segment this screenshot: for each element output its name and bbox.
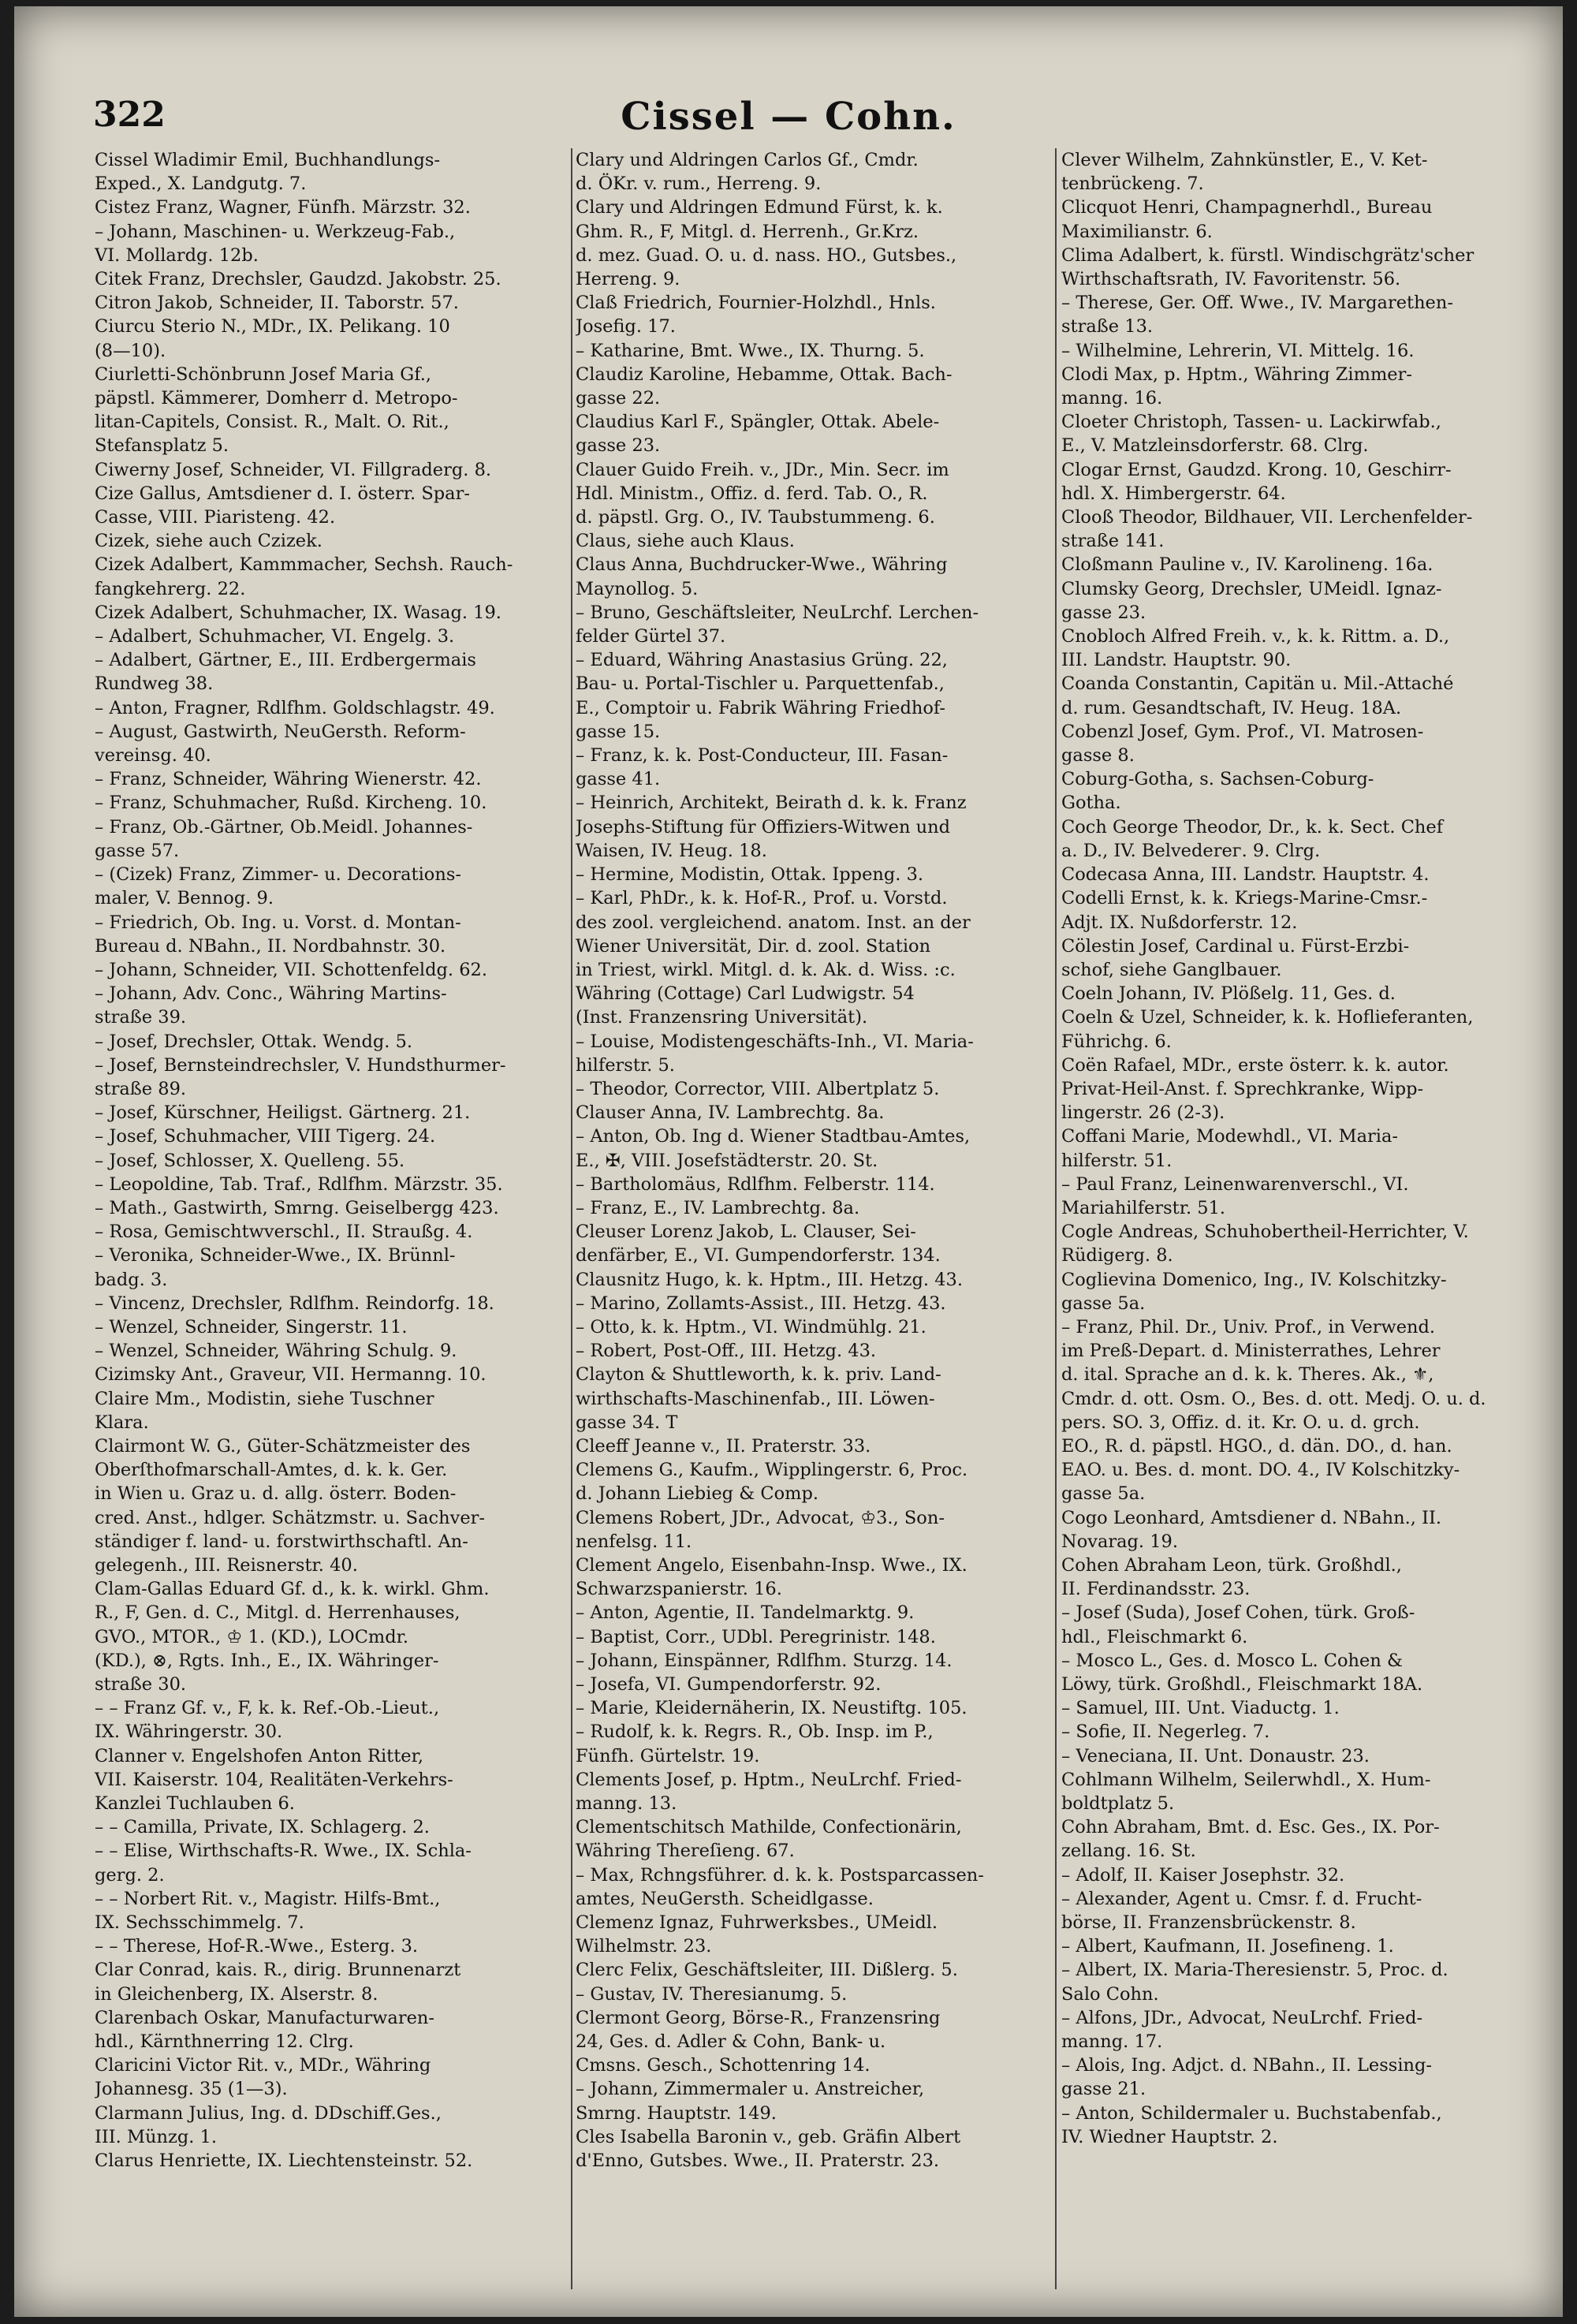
entry-line: Clemenz Ignaz, Fuhrwerksbes., UMeidl. — [576, 1912, 938, 1934]
entry-line: Clary und Aldringen Carlos Gf., Cmdr. — [576, 150, 919, 170]
entry-line: Hdl. Ministm., Offiz. d. ferd. Tab. O., R. — [576, 483, 928, 504]
entry-line: – Josef, Drechsler, Ottak. Wendg. 5. — [95, 1031, 413, 1052]
entry-line: Claudius Karl F., Spängler, Ottak. Abele- — [576, 412, 940, 433]
entry-line: GVO., MTOR., ♔ 1. (KD.), LOCmdr. — [95, 1626, 409, 1647]
entry-line: – Adalbert, Gärtner, E., III. Erdbergermais — [95, 650, 476, 671]
entry-line: – Leopoldine, Tab. Traf., Rdlfhm. Märzstr. 35. — [95, 1173, 503, 1195]
entry-line: E., ✠, VIII. Josefstädterstr. 20. St. — [576, 1150, 878, 1171]
entry-line: Salo Cohn. — [1061, 1983, 1159, 2005]
entry-line: – – Therese, Hof-R.-Wwe., Esterg. 3. — [95, 1936, 419, 1957]
entry-line: Ciurletti-Schönbrunn Josef Maria Gf., — [95, 364, 432, 385]
entry-line: – Marie, Kleidernäherin, IX. Neustiftg. 105. — [576, 1698, 967, 1719]
entry-line: – Gustav, IV. Theresianumg. 5. — [576, 1983, 848, 2005]
entry-line: Coglievina Domenico, Ing., IV. Kolschitzky- — [1061, 1269, 1447, 1290]
entry-line: straße 13. — [1061, 316, 1154, 338]
entry-line: gerg. 2. — [95, 1864, 165, 1886]
entry-line: (8—10). — [95, 340, 166, 361]
entry-line: Clemens Robert, JDr., Advocat, ♔3., Son- — [576, 1507, 945, 1528]
entry-line: Cizek Adalbert, Kammmacher, Sechsh. Rauch- — [95, 554, 513, 576]
entry-line: IX. Währingerstr. 30. — [95, 1722, 283, 1743]
directory-page — [14, 6, 1563, 2317]
entry-line: Oberſthofmarschall-Amtes, d. k. k. Ger. — [95, 1460, 448, 1481]
entry-line: Claudiz Karoline, Hebamme, Ottak. Bach- — [576, 364, 953, 385]
entry-line: – Bruno, Geschäftsleiter, NeuLrchf. Lerchen- — [576, 602, 979, 623]
entry-line: Coeln Johann, IV. Plößelg. 11, Ges. d. — [1061, 983, 1396, 1005]
entry-line: manng. 13. — [576, 1793, 677, 1815]
entry-line: – Marino, Zollamts-Assist., III. Hetzg. 43. — [576, 1293, 946, 1314]
entry-line: cred. Anst., hdlger. Schätzmstr. u. Sachver- — [95, 1507, 485, 1528]
entry-line: wirthschafts-Maschinenfab., III. Löwen- — [576, 1388, 935, 1409]
entry-line: Cobenzl Josef, Gym. Prof., VI. Matrosen- — [1061, 721, 1424, 742]
entry-line: – Franz, Phil. Dr., Univ. Prof., in Verwend. — [1061, 1316, 1436, 1337]
entry-line: Clarus Henriette, IX. Liechtensteinstr. 52. — [95, 2151, 473, 2172]
entry-line: Cize Gallus, Amtsdiener d. I. österr. Spar- — [95, 483, 470, 504]
entry-line: II. Ferdinandsstr. 23. — [1061, 1579, 1251, 1600]
entry-line: gasse 22. — [576, 388, 661, 409]
entry-line: Rüdigerg. 8. — [1061, 1245, 1173, 1266]
entry-line: – Anton, Fragner, Rdlfhm. Goldschlagstr. 49. — [95, 697, 495, 718]
entry-line: R., F, Gen. d. C., Mitgl. d. Herrenhauses, — [95, 1602, 460, 1624]
entry-line: Clever Wilhelm, Zahnkünstler, E., V. Ket- — [1061, 150, 1428, 170]
column-divider — [571, 148, 572, 2289]
entry-line: Clumsky Georg, Drechsler, UMeidl. Ignaz- — [1061, 578, 1442, 599]
entry-line: straße 141. — [1061, 531, 1165, 552]
entry-line: badg. 3. — [95, 1269, 168, 1290]
entry-line: felder Gürtel 37. — [576, 626, 726, 647]
entry-line: Johannesg. 35 (1—3). — [95, 2079, 288, 2100]
entry-line: Clements Josef, p. Hptm., NeuLrchf. Fried- — [576, 1769, 962, 1790]
entry-line: des zool. vergleichend. anatom. Inst. an der — [576, 912, 971, 933]
column-1 — [95, 148, 568, 2293]
entry-line: manng. 17. — [1061, 2031, 1163, 2053]
entry-line: Cnobloch Alfred Freih. v., k. k. Rittm. a. D., — [1061, 626, 1450, 647]
entry-line: – Rosa, Gemischtwverschl., II. Straußg. 4. — [95, 1222, 473, 1243]
entry-line: Clarmann Julius, Ing. d. DDschiff.Ges., — [95, 2102, 442, 2124]
entry-line: VII. Kaiserstr. 104, Realitäten-Verkehrs- — [95, 1769, 453, 1790]
entry-line: – Heinrich, Architekt, Beirath d. k. k. Franz — [576, 793, 967, 814]
entry-line: IX. Sechsschimmelg. 7. — [95, 1912, 304, 1934]
entry-line: Casse, VIII. Piaristeng. 42. — [95, 507, 336, 528]
entry-line: boldtplatz 5. — [1061, 1793, 1175, 1815]
entry-line: Josephs-Stiftung für Offiziers-Witwen und — [576, 816, 950, 837]
entry-line: gasse 23. — [1061, 602, 1146, 623]
entry-line: d. ital. Sprache an d. k. k. Theres. Ak., ⚜, — [1061, 1364, 1434, 1386]
entry-line: Adjt. IX. Nußdorferstr. 12. — [1061, 912, 1298, 933]
entry-line: in Gleichenberg, IX. Alserstr. 8. — [95, 1983, 378, 2005]
entry-line: Cohn Abraham, Bmt. d. Esc. Ges., IX. Por- — [1061, 1817, 1440, 1838]
entry-line: Cloeter Christoph, Tassen- u. Lackirwfab., — [1061, 412, 1441, 433]
entry-line: – – Franz Gf. v., F, k. k. Ref.-Ob.-Lieut., — [95, 1698, 440, 1719]
entry-line: – Josefa, VI. Gumpendorferstr. 92. — [576, 1674, 882, 1695]
entry-line: d'Enno, Gutsbes. Wwe., II. Praterstr. 23. — [576, 2151, 940, 2172]
entry-line: (KD.), ⊗, Rgts. Inh., E., IX. Währinger- — [95, 1650, 439, 1671]
entry-line: Cmsns. Gesch., Schottenring 14. — [576, 2055, 871, 2076]
entry-line: Bureau d. NBahn., II. Nordbahnstr. 30. — [95, 935, 446, 957]
entry-line: Kanzlei Tuchlauben 6. — [95, 1793, 295, 1815]
entry-line: manng. 16. — [1061, 388, 1163, 409]
entry-line: Maximilianstr. 6. — [1061, 221, 1213, 242]
entry-line: (Inst. Franzensring Universität). — [576, 1007, 868, 1028]
entry-line: Smrng. Hauptstr. 149. — [576, 2102, 777, 2124]
entry-line: Ghm. R., F, Mitgl. d. Herrenh., Gr.Krz. — [576, 221, 919, 242]
column-3 — [1061, 148, 1528, 2293]
entry-line: Herreng. 9. — [576, 269, 680, 290]
entry-line: Cogle Andreas, Schuhobertheil-Herrichter, V. — [1061, 1222, 1469, 1243]
entry-line: a. D., IV. Belvederег. 9. Clrg. — [1061, 840, 1321, 861]
entry-line: – Josef, Kürschner, Heiligst. Gärtnerg. 21. — [95, 1102, 471, 1124]
entry-line: gasse 41. — [576, 769, 661, 790]
entry-line: IV. Wiedner Hauptstr. 2. — [1061, 2126, 1278, 2147]
entry-line: – Albert, IX. Maria-Theresienstr. 5, Proc. d. — [1061, 1960, 1448, 1981]
entry-line: – Mosco L., Ges. d. Mosco L. Cohen & — [1061, 1650, 1403, 1671]
entry-line: Ciurcu Sterio N., MDr., IX. Pelikang. 10 — [95, 316, 450, 338]
entry-line: VI. Mollardg. 12b. — [95, 244, 259, 266]
entry-line: Clanner v. Engelshofen Anton Ritter, — [95, 1745, 424, 1766]
entry-line: – Veneciana, II. Unt. Donaustr. 23. — [1061, 1745, 1370, 1766]
entry-line: Coën Rafael, MDr., erste österr. k. k. autor. — [1061, 1054, 1449, 1076]
entry-line: – – Camilla, Private, IX. Schlagerg. 2. — [95, 1817, 430, 1838]
entry-line: hilferstr. 5. — [576, 1054, 675, 1076]
entry-line: Coch George Theodor, Dr., k. k. Sect. Chef — [1061, 816, 1444, 837]
entry-line: – – Elise, Wirthschafts-R. Wwe., IX. Schla- — [95, 1841, 472, 1862]
entry-line: – Adalbert, Schuhmacher, VI. Engelg. 3. — [95, 626, 455, 647]
entry-line: straße 89. — [95, 1078, 187, 1099]
entry-line: gasse 23. — [576, 435, 661, 457]
entry-line: gasse 57. — [95, 840, 180, 861]
entry-line: Josefig. 17. — [576, 316, 676, 338]
entry-line: gasse 34. T — [576, 1412, 678, 1433]
entry-line: hdl., Fleischmarkt 6. — [1061, 1626, 1248, 1647]
entry-line: Privat-Heil-Anst. f. Sprechkranke, Wipp- — [1061, 1078, 1424, 1099]
entry-line: Cissel Wladimir Emil, Buchhandlungs- — [95, 150, 441, 170]
column-divider — [1055, 148, 1057, 2289]
entry-line: E., Comptoir u. Fabrik Währing Friedhof- — [576, 697, 946, 718]
entry-line: gasse 8. — [1061, 745, 1135, 767]
entry-line: Wilhelmstr. 23. — [576, 1936, 712, 1957]
entry-line: Codelli Ernst, k. k. Kriegs-Marine-Cmsr.- — [1061, 888, 1428, 909]
entry-line: – Alfons, JDr., Advocat, NeuLrchf. Fried- — [1061, 2007, 1423, 2028]
entry-line: EO., R. d. päpstl. HGO., d. dän. DO., d. han. — [1061, 1435, 1452, 1457]
entry-line: – Rudolf, k. k. Regrs. R., Ob. Insp. im P., — [576, 1722, 934, 1743]
entry-line: Codecasa Anna, III. Landstr. Hauptstr. 4. — [1061, 864, 1430, 886]
entry-line: Währing Thereſieng. 67. — [576, 1841, 795, 1862]
entry-line: – Wenzel, Schneider, Währing Schulg. 9. — [95, 1341, 457, 1362]
entry-line: – Alexander, Agent u. Cmsr. f. d. Frucht- — [1061, 1888, 1422, 1909]
entry-line: gasse 5a. — [1061, 1483, 1146, 1505]
entry-line: Cleeff Jeanne v., II. Praterstr. 33. — [576, 1435, 871, 1457]
entry-line: straße 30. — [95, 1674, 187, 1695]
entry-line: – Johann, Adv. Conc., Währing Martins- — [95, 983, 447, 1005]
entry-line: d. ÖKr. v. rum., Herreng. 9. — [576, 173, 822, 195]
entry-line: Clar Conrad, kais. R., dirig. Brunnenarzt — [95, 1960, 461, 1981]
entry-line: Clogar Ernst, Gaudzd. Krong. 10, Geschirr- — [1061, 459, 1452, 480]
entry-line: Clooß Theodor, Bildhauer, VII. Lerchenfelder- — [1061, 507, 1473, 528]
entry-line: pers. SO. 3, Offiz. d. it. Kr. O. u. d. grch. — [1061, 1412, 1420, 1433]
entry-line: III. Münzg. 1. — [95, 2126, 218, 2147]
entry-line: – Franz, Schneider, Währing Wienerstr. 42. — [95, 769, 482, 790]
entry-line: Wirthschaftsrath, IV. Favoritenstr. 56. — [1061, 269, 1401, 290]
entry-line: – Baptist, Corr., UDbl. Peregrinistr. 148. — [576, 1626, 936, 1647]
entry-line: – Louise, Modistengeschäfts-Inh., VI. Maria- — [576, 1031, 974, 1052]
entry-line: – Karl, PhDr., k. k. Hof-R., Prof. u. Vorstd. — [576, 888, 948, 909]
entry-line: – Johann, Maschinen- u. Werkzeug-Fab., — [95, 221, 456, 242]
entry-line: Claricini Victor Rit. v., MDr., Währing — [95, 2055, 431, 2076]
entry-line: – Sofie, II. Negerleg. 7. — [1061, 1722, 1270, 1743]
entry-line: Clairmont W. G., Güter-Schätzmeister des — [95, 1435, 471, 1457]
entry-line: – Veronika, Schneider-Wwe., IX. Brünnl- — [95, 1245, 456, 1266]
entry-line: Mariahilferstr. 51. — [1061, 1197, 1226, 1218]
entry-line: – Josef (Suda), Josef Cohen, türk. Groß- — [1061, 1602, 1415, 1624]
entry-line: – Theodor, Corrector, VIII. Albertplatz 5. — [576, 1078, 940, 1099]
entry-line: Cistez Franz, Wagner, Fünfh. Märzstr. 32. — [95, 197, 471, 218]
entry-line: – Friedrich, Ob. Ing. u. Vorst. d. Montan- — [95, 912, 461, 933]
entry-line: litan-Capitels, Consist. R., Malt. O. Rit., — [95, 412, 449, 433]
entry-line: hilferstr. 51. — [1061, 1150, 1172, 1171]
entry-line: Clarenbach Oskar, Manufacturwaren- — [95, 2007, 434, 2028]
entry-line: – Anton, Agentie, II. Tandelmarktg. 9. — [576, 1602, 915, 1624]
entry-line: ständiger f. land- u. forstwirthschaftl. An- — [95, 1531, 468, 1552]
entry-line: – Anton, Ob. Ing d. Wiener Stadtbau-Amtes, — [576, 1126, 971, 1147]
entry-line: Wiener Universität, Dir. d. zool. Station — [576, 935, 931, 957]
entry-line: Claus Anna, Buchdrucker-Wwe., Währing — [576, 554, 948, 576]
entry-line: d. mez. Guad. O. u. d. nass. HO., Gutsbes., — [576, 244, 957, 266]
entry-line: Clemens G., Kaufm., Wipplingerstr. 6, Proc. — [576, 1460, 968, 1481]
entry-line: Cohen Abraham Leon, türk. Großhdl., — [1061, 1554, 1402, 1576]
entry-line: straße 39. — [95, 1007, 187, 1028]
entry-line: börse, II. Franzensbrückenstr. 8. — [1061, 1912, 1356, 1934]
entry-line: Klara. — [95, 1412, 149, 1433]
entry-line: – Johann, Zimmermaler u. Anstreicher, — [576, 2079, 925, 2100]
entry-line: Clicquot Henri, Champagnerhdl., Bureau — [1061, 197, 1433, 218]
entry-line: – Robert, Post-Off., III. Hetzg. 43. — [576, 1341, 877, 1362]
entry-line: Ciwerny Josef, Schneider, VI. Fillgraderg. 8. — [95, 459, 492, 480]
entry-line: E., V. Matzleinsdorferstr. 68. Clrg. — [1061, 435, 1369, 457]
entry-line: Gotha. — [1061, 793, 1121, 814]
entry-line: Clima Adalbert, k. fürstl. Windischgrätz'scher — [1061, 244, 1474, 266]
entry-line: hdl., Kärnthnerring 12. Clrg. — [95, 2031, 354, 2053]
entry-line: Stefansplatz 5. — [95, 435, 229, 457]
entry-line: Claire Mm., Modistin, siehe Tuschner — [95, 1388, 434, 1409]
column-2 — [576, 148, 1049, 2293]
entry-line: – Eduard, Währing Anastasius Grüng. 22, — [576, 650, 948, 671]
entry-line: Cogo Leonhard, Amtsdiener d. NBahn., II. — [1061, 1507, 1442, 1528]
entry-line: denfärber, E., VI. Gumpendorferstr. 134. — [576, 1245, 941, 1266]
entry-line: Coffani Marie, Modewhdl., VI. Maria- — [1061, 1126, 1398, 1147]
entry-line: d. päpstl. Grg. O., IV. Taubstummeng. 6. — [576, 507, 935, 528]
entry-line: gasse 21. — [1061, 2079, 1146, 2100]
entry-line: Exped., X. Landgutg. 7. — [95, 173, 307, 195]
entry-line: – Math., Gastwirth, Smrng. Geiselbergg 423. — [95, 1197, 499, 1218]
entry-line: – Paul Franz, Leinenwarenverschl., VI. — [1061, 1173, 1409, 1195]
entry-line: maler, V. Bennog. 9. — [95, 888, 274, 909]
entry-line: Clauer Guido Freih. v., JDr., Min. Secr. im — [576, 459, 949, 480]
entry-line: – Franz, k. k. Post-Conducteur, III. Fasan- — [576, 745, 949, 767]
entry-line: Clauser Anna, IV. Lambrechtg. 8a. — [576, 1102, 885, 1124]
entry-line: – – Norbert Rit. v., Magistr. Hilfs-Bmt., — [95, 1888, 441, 1909]
entry-line: päpstl. Kämmerer, Domherr d. Metropo- — [95, 388, 458, 409]
entry-line: Claus, siehe auch Klaus. — [576, 531, 795, 552]
entry-line: Clementschitsch Mathilde, Confectionärin, — [576, 1817, 962, 1838]
entry-line: Fünfh. Gürtelstr. 19. — [576, 1745, 760, 1766]
page-number: 322 — [93, 95, 166, 135]
running-head: Cissel — Cohn. — [621, 95, 956, 139]
entry-line: Clerc Felix, Geschäftsleiter, III. Dißlerg. 5. — [576, 1960, 958, 1981]
entry-line: – Josef, Schlosser, X. Quelleng. 55. — [95, 1150, 405, 1171]
entry-line: zellang. 16. St. — [1061, 1841, 1196, 1862]
entry-line: – Josef, Bernsteindrechsler, V. Hundsthurmer- — [95, 1054, 506, 1076]
entry-line: Maynollog. 5. — [576, 578, 699, 599]
entry-line: Cizimsky Ant., Graveur, VII. Hermanng. 10. — [95, 1364, 487, 1386]
entry-line: – Franz, E., IV. Lambrechtg. 8a. — [576, 1197, 860, 1218]
entry-line: Cles Isabella Baronin v., geb. Gräfin Albert — [576, 2126, 961, 2147]
entry-line: Coburg-Gotha, s. Sachsen-Coburg- — [1061, 769, 1374, 790]
entry-line: lingerstr. 26 (2-3). — [1061, 1102, 1225, 1124]
entry-line: Clayton & Shuttleworth, k. k. priv. Land- — [576, 1364, 941, 1386]
entry-line: – Wilhelmine, Lehrerin, VI. Mittelg. 16. — [1061, 340, 1415, 361]
entry-line: Citek Franz, Drechsler, Gaudzd. Jakobstr. 25. — [95, 269, 501, 290]
entry-line: Führichg. 6. — [1061, 1031, 1172, 1052]
entry-line: – Josef, Schuhmacher, VIII Tigerg. 24. — [95, 1126, 436, 1147]
entry-line: – Albert, Kaufmann, II. Josefineng. 1. — [1061, 1936, 1394, 1957]
entry-line: schof, siehe Ganglbauer. — [1061, 959, 1282, 980]
entry-line: – Otto, k. k. Hptm., VI. Windmühlg. 21. — [576, 1316, 926, 1337]
entry-line: – August, Gastwirth, NeuGersth. Reform- — [95, 721, 466, 742]
entry-line: – Hermine, Modistin, Ottak. Ippeng. 3. — [576, 864, 924, 886]
entry-line: Rundweg 38. — [95, 673, 214, 695]
entry-line: fangkehrerg. 22. — [95, 578, 246, 599]
entry-line: – Vincenz, Drechsler, Rdlfhm. Reindorfg. 18. — [95, 1293, 494, 1314]
entry-line: Clam-Gallas Eduard Gf. d., k. k. wirkl. Ghm. — [95, 1579, 490, 1600]
entry-line: gasse 15. — [576, 721, 661, 742]
entry-line: – Alois, Ing. Adjct. d. NBahn., II. Lessing- — [1061, 2055, 1433, 2076]
entry-line: gasse 5a. — [1061, 1293, 1146, 1314]
entry-line: – Franz, Ob.-Gärtner, Ob.Meidl. Johannes- — [95, 816, 473, 837]
entry-line: Cleuser Lorenz Jakob, L. Clauser, Sei- — [576, 1222, 916, 1243]
entry-line: gelegenh., III. Reisnerstr. 40. — [95, 1554, 358, 1576]
entry-line: Cloßmann Pauline v., IV. Karolineng. 16a. — [1061, 554, 1433, 576]
entry-line: Claß Friedrich, Fournier-Holzhdl., Hnls. — [576, 293, 936, 314]
entry-line: Novarag. 19. — [1061, 1531, 1179, 1552]
entry-line: – Wenzel, Schneider, Singerstr. 11. — [95, 1316, 408, 1337]
entry-line: – Adolf, II. Kaiser Josephstr. 32. — [1061, 1864, 1345, 1886]
entry-line: in Triest, wirkl. Mitgl. d. k. Ak. d. Wiss. :c. — [576, 959, 956, 980]
entry-line: vereinsg. 40. — [95, 745, 211, 767]
entry-line: Cölestin Josef, Cardinal u. Fürst-Erzbi- — [1061, 935, 1410, 957]
entry-line: – Anton, Schildermaler u. Buchstabenfab., — [1061, 2102, 1442, 2124]
entry-line: Coanda Constantin, Capitän u. Mil.-Attaché — [1061, 673, 1454, 695]
entry-line: nenfelsg. 11. — [576, 1531, 692, 1552]
entry-line: Clermont Georg, Börse-R., Franzensring — [576, 2007, 941, 2028]
entry-line: Clausnitz Hugo, k. k. Hptm., III. Hetzg. 43. — [576, 1269, 963, 1290]
entry-line: in Wien u. Graz u. d. allg. österr. Boden- — [95, 1483, 457, 1505]
entry-line: – Katharine, Bmt. Wwe., IX. Thurng. 5. — [576, 340, 925, 361]
entry-line: – (Cizek) Franz, Zimmer- u. Decorations- — [95, 864, 461, 886]
entry-line: d. Johann Liebieg & Comp. — [576, 1483, 819, 1505]
entry-line: Clement Angelo, Eisenbahn-Insp. Wwe., IX. — [576, 1554, 967, 1576]
entry-line: Löwy, türk. Großhdl., Fleischmarkt 18A. — [1061, 1674, 1423, 1695]
entry-line: III. Landstr. Hauptstr. 90. — [1061, 650, 1292, 671]
entry-line: d. rum. Gesandtschaft, IV. Heug. 18A. — [1061, 697, 1402, 718]
entry-line: Clary und Aldringen Edmund Fürst, k. k. — [576, 197, 943, 218]
entry-line: – Franz, Schuhmacher, Rußd. Kircheng. 10. — [95, 793, 487, 814]
entry-line: Citron Jakob, Schneider, II. Taborstr. 57. — [95, 293, 459, 314]
entry-line: amtes, NeuGersth. Scheidlgasse. — [576, 1888, 874, 1909]
entry-line: Cmdr. d. ott. Osm. O., Bes. d. ott. Medj. O. u. d. — [1061, 1388, 1486, 1409]
entry-line: Coeln & Uzel, Schneider, k. k. Hoflieferanten, — [1061, 1007, 1474, 1028]
entry-line: – Johann, Einspänner, Rdlfhm. Sturzg. 14. — [576, 1650, 953, 1671]
entry-line: Bau- u. Portal-Tischler u. Parquettenfab., — [576, 673, 945, 695]
entry-line: Cizek, siehe auch Czizek. — [95, 531, 322, 552]
entry-line: tenbrückeng. 7. — [1061, 173, 1204, 195]
entry-line: – Bartholomäus, Rdlfhm. Felberstr. 114. — [576, 1173, 935, 1195]
entry-line: Währing (Cottage) Carl Ludwigstr. 54 — [576, 983, 915, 1005]
entry-line: im Preß-Depart. d. Ministerrathes, Lehrer — [1061, 1341, 1441, 1362]
entry-line: hdl. X. Himbergerstr. 64. — [1061, 483, 1286, 504]
entry-line: Clodi Max, p. Hptm., Währing Zimmer- — [1061, 364, 1412, 385]
entry-line: EAO. u. Bes. d. mont. DO. 4., IV Kolschitzky- — [1061, 1460, 1460, 1481]
entry-line: – Therese, Ger. Off. Wwe., IV. Margarethen- — [1061, 293, 1453, 314]
entry-line: – Johann, Schneider, VII. Schottenfeldg. 62. — [95, 959, 487, 980]
entry-line: – Max, Rchngsführer. d. k. k. Postsparcassen- — [576, 1864, 984, 1886]
entry-line: Waisen, IV. Heug. 18. — [576, 840, 767, 861]
entry-line: Cizek Adalbert, Schuhmacher, IX. Wasag. 19. — [95, 602, 501, 623]
entry-line: 24, Ges. d. Adler & Cohn, Bank- u. — [576, 2031, 886, 2053]
entry-line: Cohlmann Wilhelm, Seilerwhdl., X. Hum- — [1061, 1769, 1431, 1790]
entry-line: – Samuel, III. Unt. Viaductg. 1. — [1061, 1698, 1340, 1719]
entry-line: Schwarzspanierstr. 16. — [576, 1579, 782, 1600]
